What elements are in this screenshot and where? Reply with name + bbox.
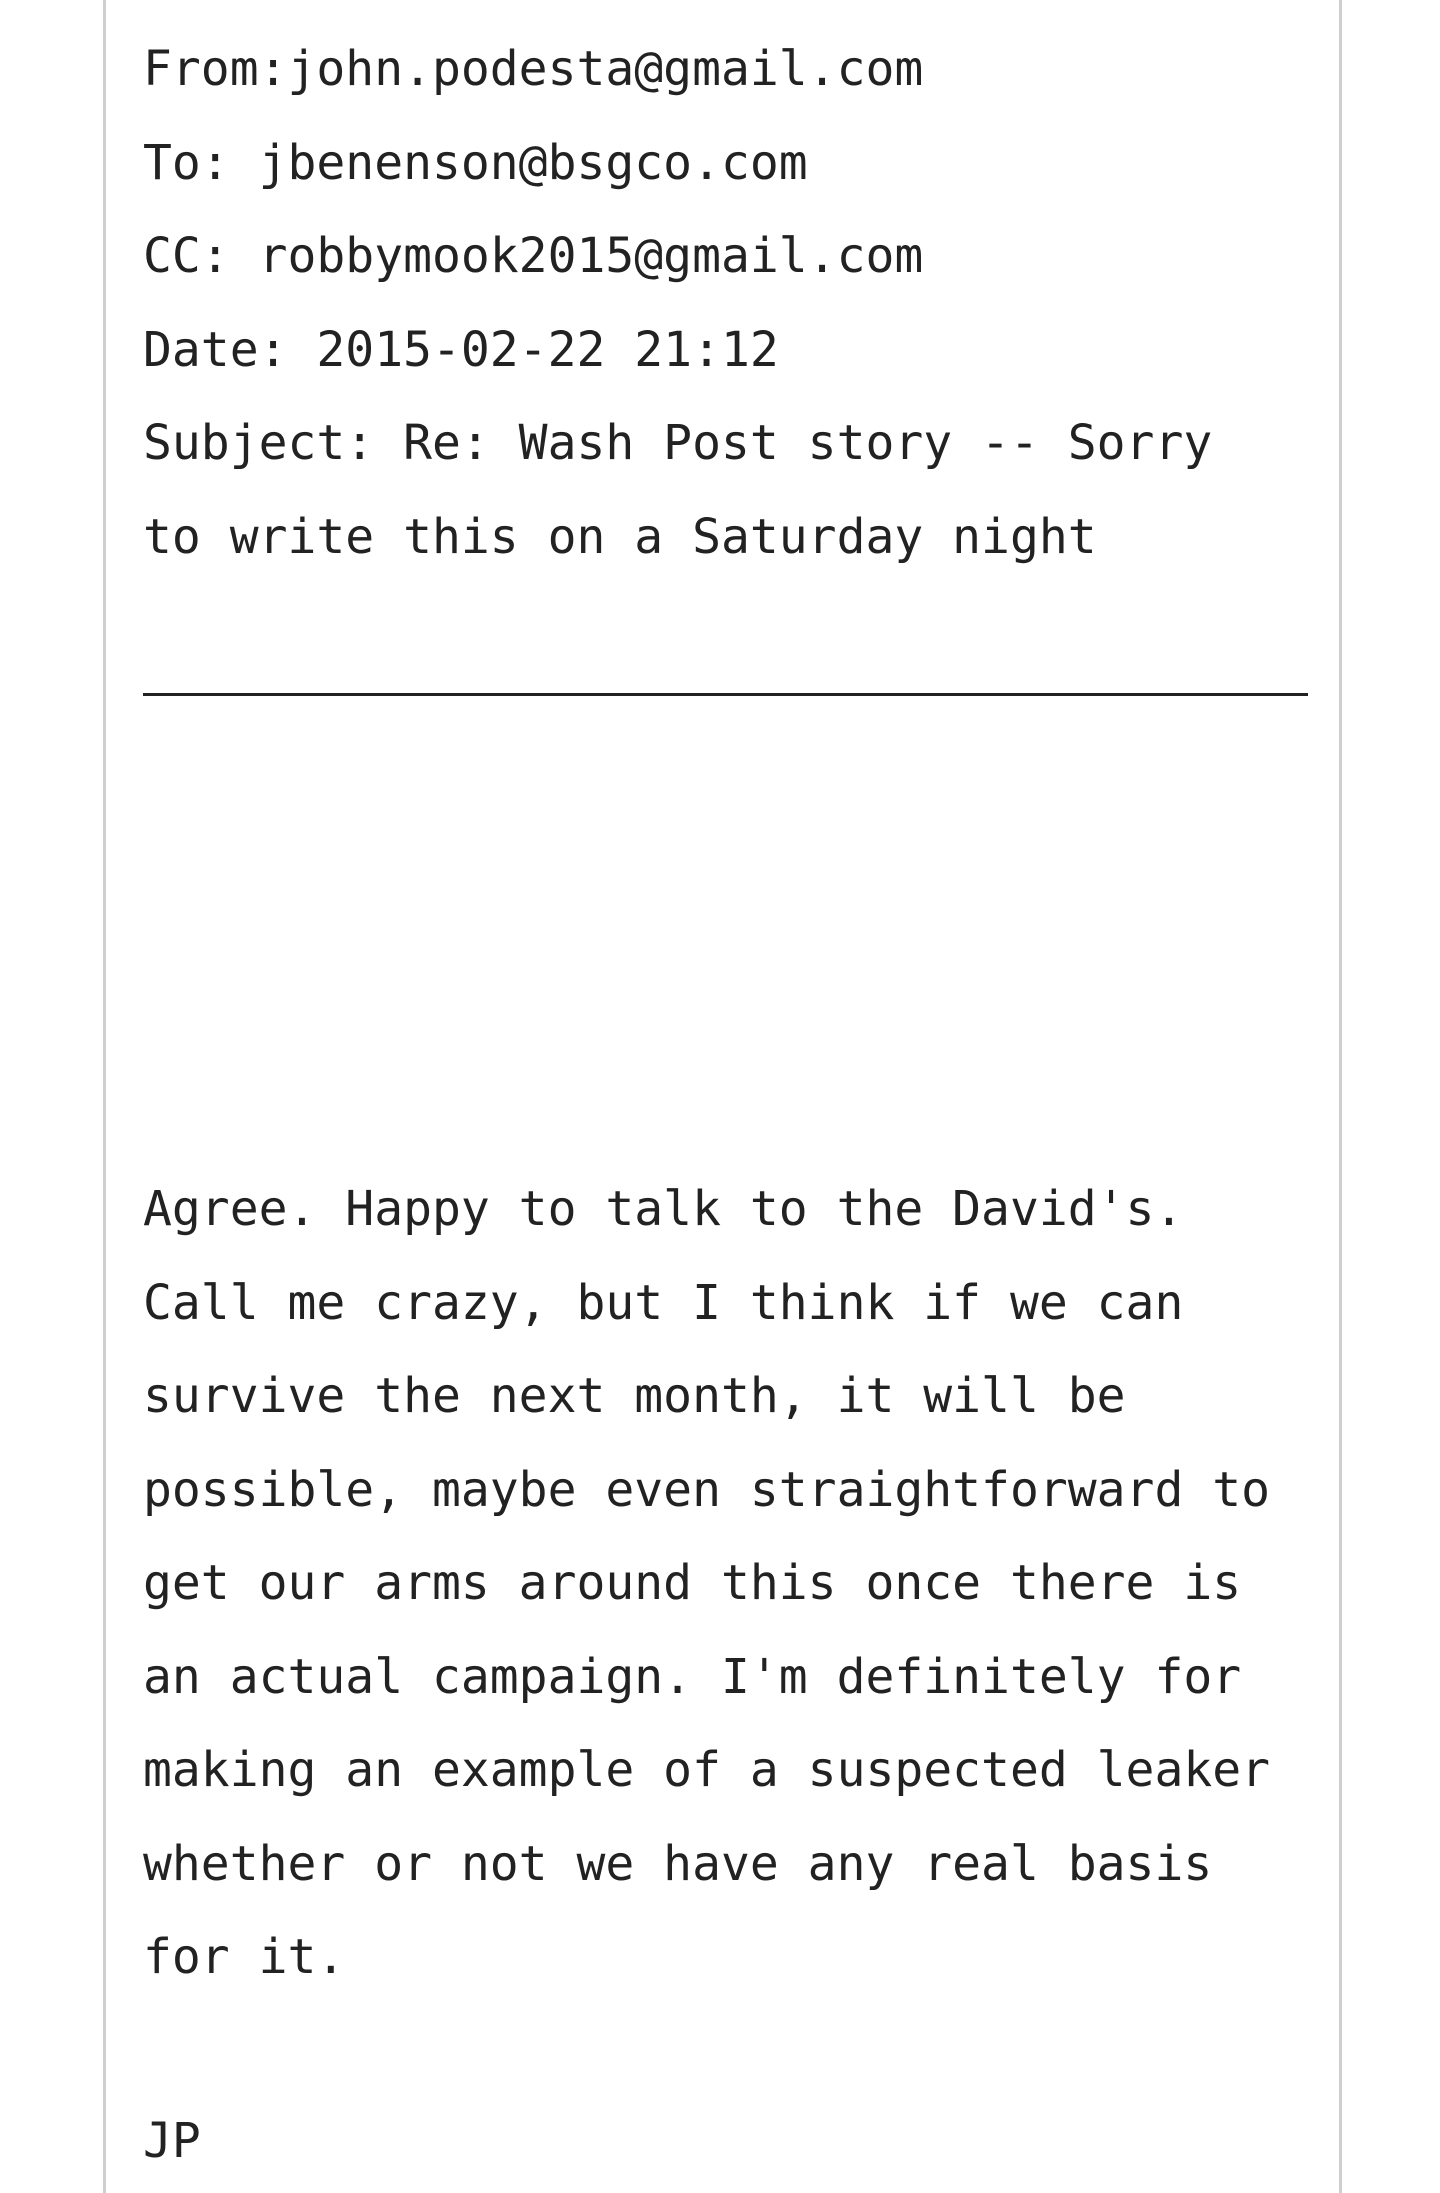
email-header bbox=[143, 23, 1273, 584]
subject-field-line-1: Subject: Re: Wash Post story -- Sorry bbox=[143, 415, 1213, 471]
header-divider bbox=[143, 693, 1308, 696]
date-field: Date: 2015-02-22 21:12 bbox=[143, 321, 779, 378]
subject-field-line-2: to write this on a Saturday night bbox=[143, 508, 1097, 565]
email-body: Agree. Happy to talk to the David's. Call me crazy, but I think if we can survive the next month, it will be possible, maybe even straightforward to get our arms around this once there is an actual campaign. I'm definitely for making an example of a suspected leaker whether or not we have any real basis for it. bbox=[143, 1181, 1271, 1985]
from-field: From:john.podesta@gmail.com bbox=[143, 41, 924, 97]
email-panel bbox=[103, 0, 1342, 2193]
cc-field: CC: robbymook2015@gmail.com bbox=[143, 228, 924, 284]
to-field: To: jbenenson@bsgco.com bbox=[143, 134, 808, 191]
email-signature: JP bbox=[143, 2113, 201, 2169]
